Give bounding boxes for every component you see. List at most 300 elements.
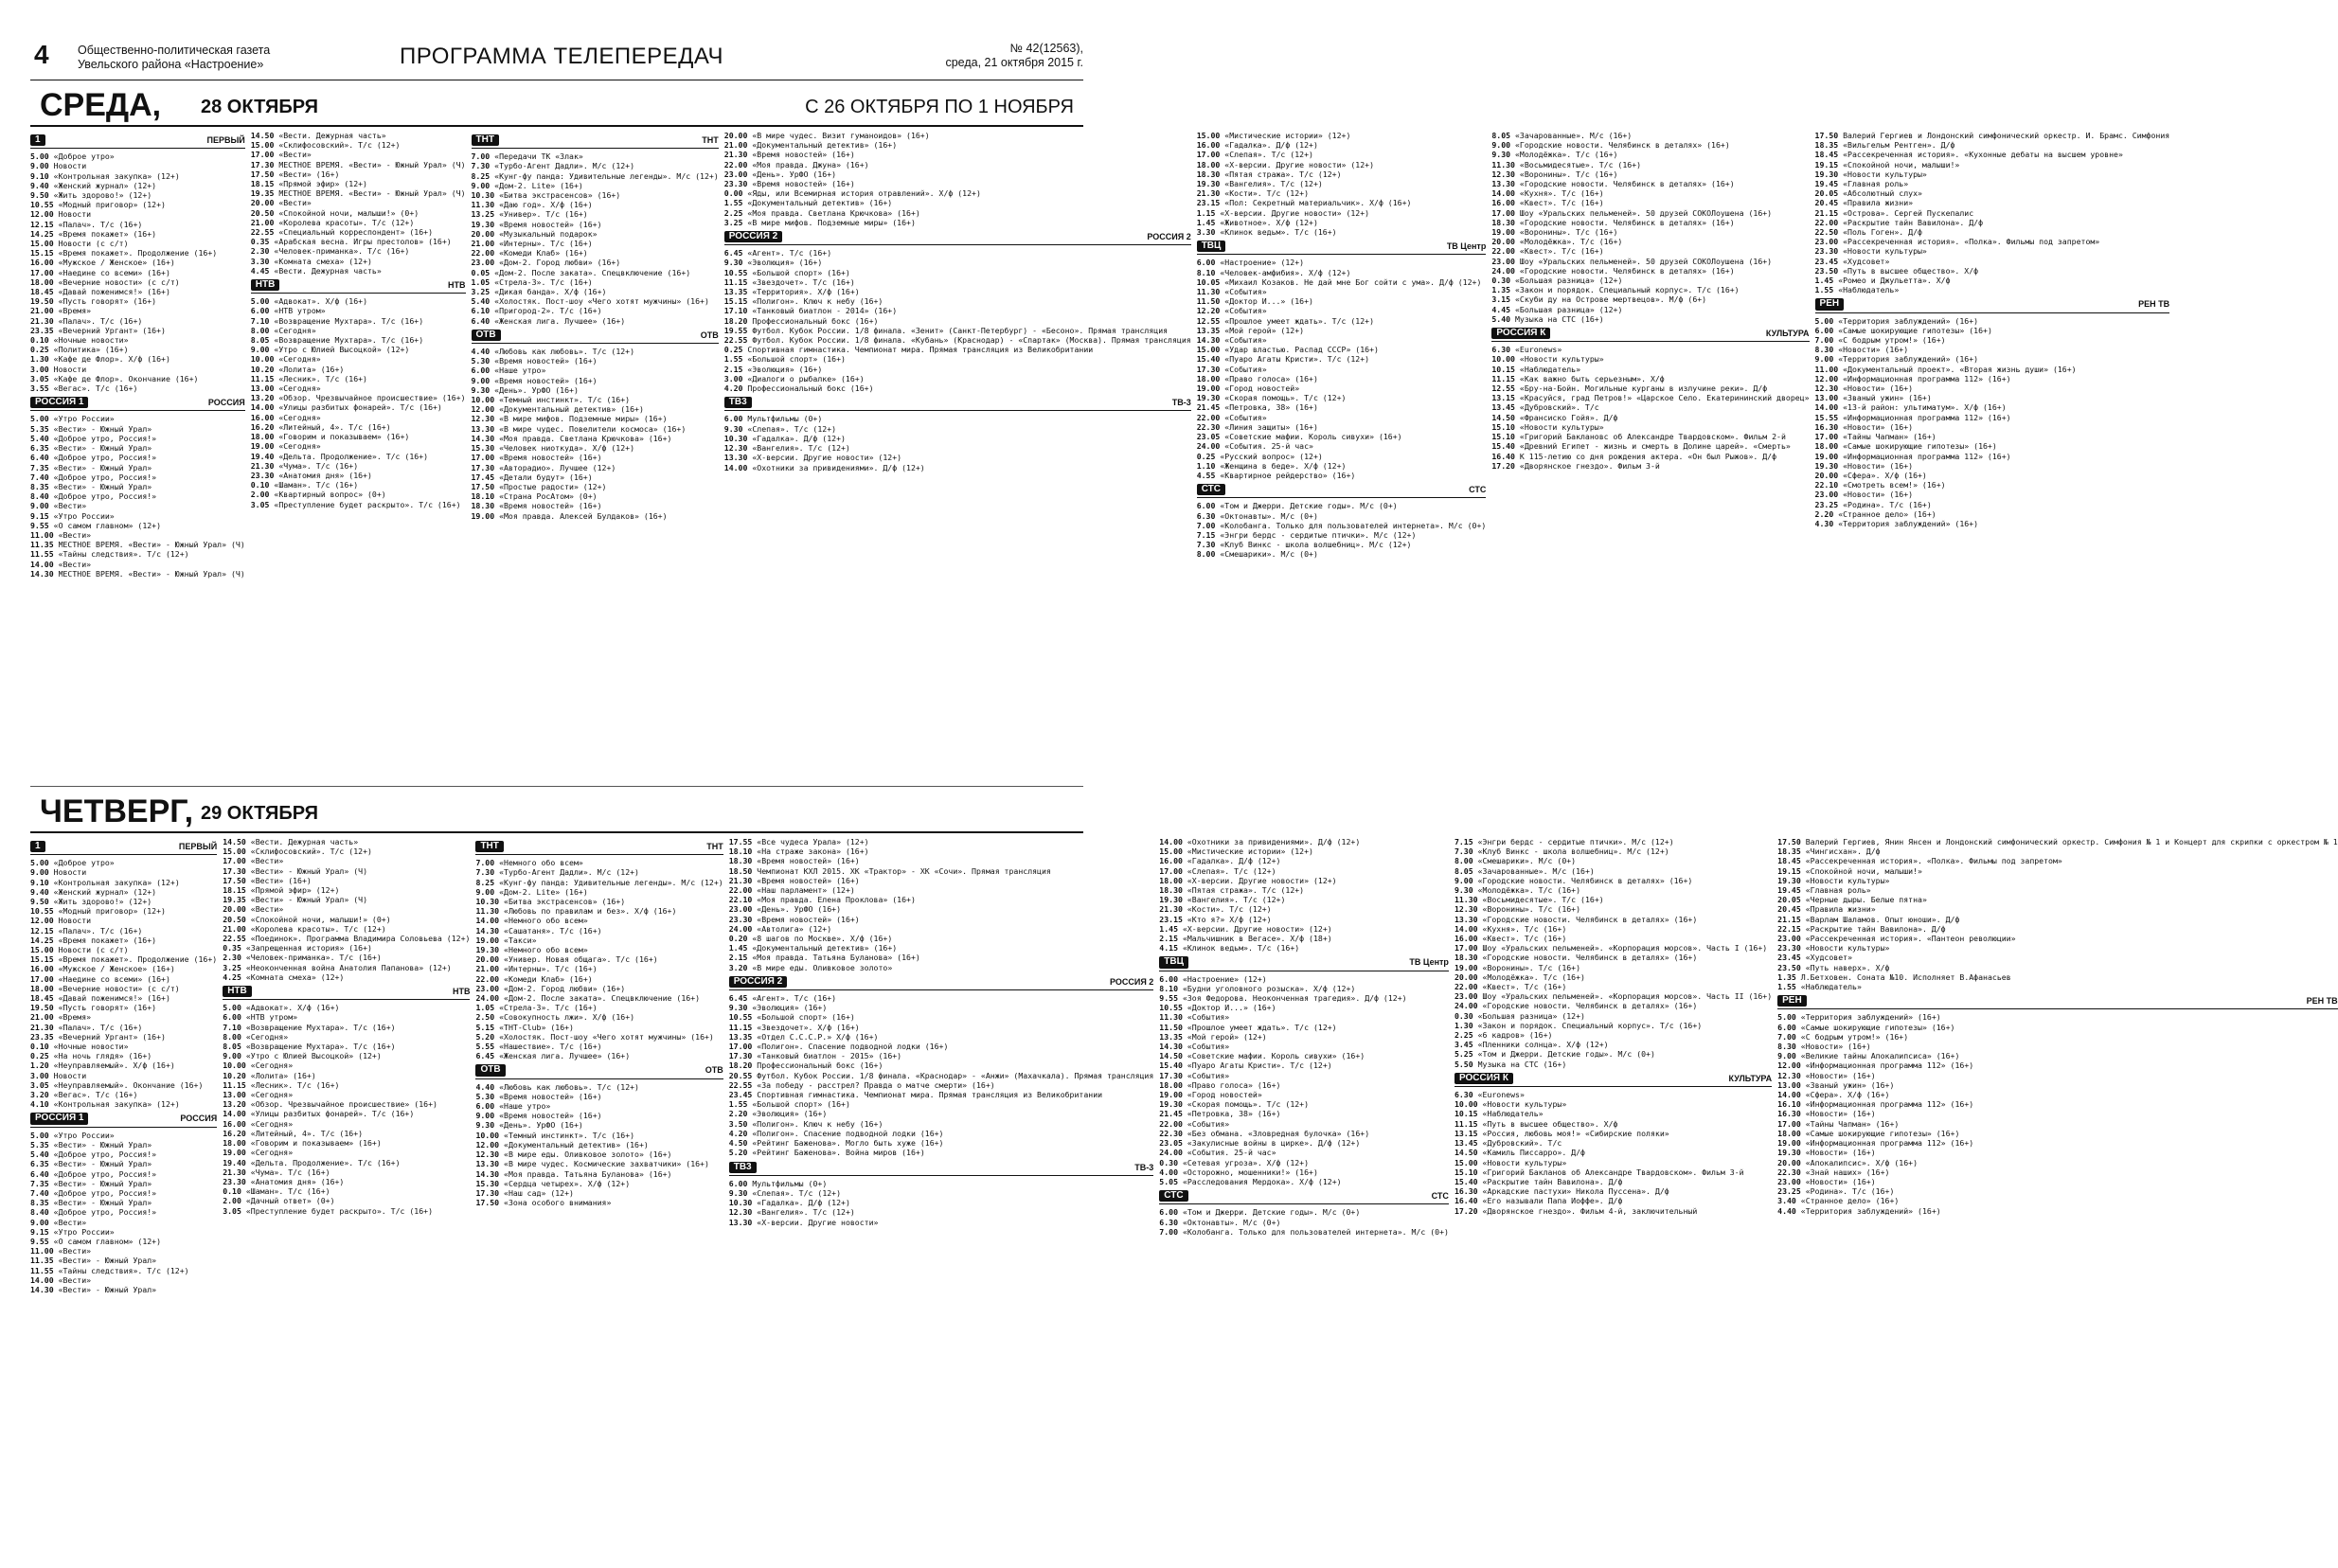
program-entry: [729, 1207, 1154, 1217]
program-title: «Как важно быть серьезным». Х/ф: [1519, 373, 1665, 383]
program-title: «Утро России»: [53, 414, 115, 424]
program-title: «Палач». Т/с (16+): [58, 925, 143, 935]
program-time: 9.30: [1454, 885, 1478, 896]
program-time: 3.20: [728, 962, 753, 972]
program-title: Футбол. Кубок России. 1/8 финала. «Краснодар» - «Анжи» (Махачкала). Прямая трансляция: [757, 1070, 1154, 1080]
program-title: «Человек-амфибия». Х/ф (12+): [1220, 267, 1351, 277]
program-title: «В мире еды. Оливковое золото»: [752, 962, 893, 972]
program-time: 1.35: [1491, 285, 1515, 295]
program-time: 3.00: [30, 364, 54, 374]
program-title: «Удар властью. Распад СССР» (16+): [1224, 345, 1379, 355]
program-time: 12.00: [1777, 1060, 1806, 1071]
channel-header: [724, 397, 1191, 411]
day-name: ЧЕТВЕРГ,: [40, 793, 194, 829]
program-entry: [729, 993, 1154, 1003]
program-title: «События»: [1224, 412, 1267, 422]
program-entry: [472, 161, 719, 170]
program-entry: [1455, 1011, 1772, 1021]
program-time: 8.30: [1777, 1042, 1801, 1052]
program-time: 9.00: [471, 375, 495, 385]
program-title: «Автолига» (12+): [757, 923, 832, 934]
program-entry: [1197, 268, 1487, 277]
program-title: «Кости». Т/с (12+): [1224, 188, 1310, 199]
program-entry: [251, 306, 466, 315]
program-title: «Прошлое умеет ждать». Т/с (12+): [1224, 315, 1375, 326]
program-time: 11.15: [1454, 1118, 1483, 1129]
program-entry: [724, 140, 1191, 150]
channel-logo-icon: ТВЦ: [1159, 956, 1188, 968]
program-title: «Информационная программа 112» (16+): [1805, 1138, 1974, 1149]
program-title: «С бодрым утром!» (16+): [1800, 1031, 1909, 1042]
program-title: «Варлам Шаламов. Опыт юноши». Д/ф: [1805, 914, 1960, 924]
program-entry: [223, 915, 470, 924]
program-time: 13.45: [1491, 402, 1520, 413]
program-time: 2.50: [475, 1012, 500, 1023]
channel-header: [30, 841, 217, 855]
program-title: «Чума». Т/с (16+): [250, 1167, 330, 1177]
program-entry: [30, 1256, 217, 1265]
program-time: 6.00: [1196, 258, 1221, 268]
program-time: 22.00: [1159, 1118, 1187, 1129]
program-title: «Наблюдатель»: [1838, 285, 1900, 295]
program-entry: [30, 424, 245, 434]
program-time: 16.00: [1159, 856, 1187, 866]
channel-name: ОТВ: [700, 330, 719, 340]
channel-name: КУЛЬТУРА: [1728, 1073, 1773, 1083]
program-time: 7.00: [1159, 1226, 1183, 1237]
program-title: «Неуправляемый». Х/ф (16+): [53, 1060, 175, 1071]
program-entry: [251, 383, 466, 393]
program-time: 21.45: [1159, 1109, 1187, 1119]
program-title: «Адвокат». Х/ф (16+): [274, 296, 367, 307]
program-time: 8.00: [1454, 856, 1478, 866]
program-entry: [1197, 413, 1487, 422]
program-title: «Битва экстрасенсов» (16+): [499, 190, 621, 201]
program-time: 11.35: [30, 1256, 59, 1266]
program-time: 14.30: [471, 433, 500, 443]
program-entry: [724, 434, 1191, 443]
program-title: «Человек-приманка». Т/с (16+): [245, 953, 382, 963]
program-title: Чемпионат КХЛ 2015. ХК «Трактор» - ХК «Сочи». Прямая трансляция: [757, 865, 1051, 876]
program-time: 9.00: [30, 867, 54, 878]
program-time: 11.00: [30, 529, 59, 540]
program-entry: [729, 943, 1154, 953]
program-title: «Раскрытие тайн Вавилона». Д/ф: [1482, 1176, 1623, 1186]
program-entry: [724, 248, 1191, 258]
program-time: 14.50: [250, 131, 279, 140]
program-entry: [1455, 943, 1772, 953]
program-title: «Главная роль»: [1843, 179, 1909, 189]
program-title: «Молодёжка». Т/с (16+): [1482, 971, 1585, 982]
program-entry: [1777, 846, 2338, 856]
program-title: «Территория заблуждений» (16+): [1838, 518, 1979, 528]
channel-header: [30, 134, 245, 149]
program-title: «Новости культуры»: [1843, 169, 1927, 179]
program-entry: [1815, 198, 2170, 207]
program-title: «Право голоса» (16+): [1224, 373, 1318, 383]
program-title: «Слепая». Т/с (12+): [1187, 865, 1276, 876]
program-time: 6.10: [471, 306, 495, 316]
program-title: «Квест». Т/с (16+): [1519, 198, 1604, 208]
program-time: 11.15: [723, 276, 753, 287]
program-time: 23.25: [1777, 1186, 1806, 1197]
program-entry: [251, 150, 466, 159]
channel-logo-icon: РОССИЯ 2: [729, 976, 787, 988]
program-entry: [30, 239, 245, 248]
program-title: «Новости культуры»: [1805, 943, 1890, 953]
program-title: «Сегодня»: [250, 1118, 294, 1129]
program-entry: [1491, 227, 1809, 237]
program-entry: [729, 1051, 1154, 1060]
program-entry: [475, 1051, 723, 1060]
program-entry: [1491, 374, 1809, 383]
program-entry: [223, 837, 470, 846]
program-entry: [251, 432, 466, 441]
program-title: «Контрольная закупка» (12+): [53, 170, 180, 181]
program-title: «Документальный проект». «Вторая жизнь души» (16+): [1843, 364, 2077, 374]
program-entry: [729, 1060, 1154, 1070]
program-time: 17.50: [471, 481, 500, 491]
program-title: «Город новостей»: [1224, 383, 1300, 394]
program-entry: [30, 1285, 217, 1294]
program-title: «Вангелия». Т/с (12+): [757, 1207, 855, 1218]
program-entry: [223, 1090, 470, 1099]
program-title: «В мире чудес. Повелители космоса» (16+): [499, 423, 687, 434]
program-time: 23.35: [30, 1031, 59, 1042]
program-entry: [472, 171, 719, 181]
program-entry: [1491, 452, 1809, 461]
program-entry: [1815, 383, 2170, 393]
program-time: 17.00: [30, 973, 59, 984]
program-title: «Вангелия». Т/с (12+): [752, 443, 850, 454]
program-entry: [475, 916, 723, 925]
channel-logo-icon: РОССИЯ К: [1455, 1073, 1513, 1084]
program-entry: [1491, 294, 1809, 304]
program-entry: [1777, 924, 2338, 934]
program-time: 16.30: [1777, 1109, 1806, 1119]
program-title: «Рассекреченная история». «Кухонные дебаты на высшем уровне»: [1843, 150, 2123, 160]
program-entry: [475, 858, 723, 867]
program-time: 17.45: [471, 472, 500, 482]
channel-header: [472, 134, 719, 149]
program-entry: [475, 887, 723, 897]
program-entry: [729, 1080, 1154, 1090]
program-title: «Путь в высшее общество». Х/ф: [1482, 1118, 1618, 1129]
program-entry: [1491, 150, 1809, 159]
program-title: «Дворянское гнездо». Фильм 3-й: [1519, 460, 1660, 471]
program-entry: [724, 218, 1191, 227]
program-title: «Городские новости. Челябинск в деталях» (16+): [1482, 953, 1698, 963]
program-entry: [472, 414, 719, 423]
program-entry: [223, 1167, 470, 1177]
program-entry: [30, 220, 245, 229]
program-entry: [1159, 924, 1449, 934]
program-time: 21.00: [723, 140, 753, 151]
program-entry: [223, 963, 470, 972]
program-entry: [30, 906, 217, 916]
program-time: 15.00: [1159, 846, 1187, 857]
program-title: «Дом-2. Lite» (16+): [499, 886, 588, 897]
program-time: 5.00: [1814, 315, 1839, 326]
program-time: 20.05: [1777, 895, 1806, 905]
program-time: 18.00: [1159, 875, 1187, 885]
program-title: «Немного обо всем»: [504, 916, 588, 926]
program-entry: [475, 954, 723, 964]
program-time: 5.30: [475, 1091, 500, 1101]
program-entry: [30, 1227, 217, 1237]
program-title: «Возвращение Мухтара». Т/с (16+): [274, 335, 424, 346]
program-title: «Давай поженимся!» (16+): [58, 993, 170, 1004]
program-entry: [1159, 1218, 1449, 1227]
program-entry: [729, 953, 1154, 962]
program-time: 10.00: [250, 354, 279, 365]
program-entry: [729, 1003, 1154, 1012]
program-title: «Городские новости. Челябинск в деталях» (16+): [1482, 1001, 1698, 1011]
program-title: МЕСТНОЕ ВРЕМЯ. «Вести» - Южный Урал» (Ч): [58, 540, 245, 550]
program-time: 17.30: [250, 159, 279, 169]
program-time: 20.55: [728, 1070, 758, 1080]
program-time: 13.35: [1196, 325, 1225, 335]
program-time: 11.15: [1491, 373, 1520, 383]
program-entry: [1777, 1148, 2338, 1157]
program-entry: [1455, 1109, 1772, 1118]
program-time: 22.00: [1814, 217, 1844, 227]
program-time: 9.00: [475, 1111, 500, 1121]
program-entry: [1815, 461, 2170, 471]
program-entry: [1197, 277, 1487, 287]
program-entry: [475, 1092, 723, 1101]
program-title: «Том и Джерри. Детские годы». М/с (0+): [1182, 1207, 1361, 1218]
program-entry: [30, 434, 245, 443]
program-title: «Совокупность лжи». Х/ф (16+): [499, 1012, 635, 1023]
program-entry: [724, 287, 1191, 296]
program-title: «Большой спорт» (16+): [747, 354, 846, 365]
program-title: «Улицы разбитых фонарей». Т/с (16+): [250, 1109, 415, 1119]
program-entry: [223, 1138, 470, 1148]
program-entry: [30, 1149, 217, 1159]
program-time: 21.00: [250, 217, 279, 227]
program-entry: [1159, 1023, 1449, 1032]
program-time: 24.00: [1491, 265, 1520, 276]
program-time: 7.30: [471, 161, 495, 171]
program-time: 13.15: [1491, 393, 1520, 403]
program-time: 5.20: [728, 1148, 753, 1158]
program-title: «THT-Club» (16+): [499, 1022, 574, 1032]
program-entry: [1455, 934, 1772, 943]
program-time: 17.30: [471, 462, 500, 472]
program-entry: [724, 160, 1191, 169]
program-entry: [1159, 1090, 1449, 1099]
program-entry: [30, 190, 245, 200]
program-title: Мультфильмы (0+): [752, 1178, 828, 1188]
program-title: «Турбо-Агент Дадли». М/с (12+): [494, 161, 635, 171]
program-entry: [30, 1169, 217, 1179]
program-entry: [1197, 432, 1487, 441]
channel-logo-icon: РОССИЯ К: [1491, 328, 1550, 339]
program-title: «Лолита» (16+): [278, 364, 345, 374]
program-time: 17.00: [250, 150, 279, 160]
program-title: «Наше утро»: [499, 1101, 551, 1112]
program-title: «Сфера». Х/ф (16+): [1805, 1090, 1890, 1100]
program-title: «Сегодня»: [250, 1060, 294, 1071]
program-entry: [251, 365, 466, 374]
program-time: 18.30: [728, 856, 758, 866]
program-entry: [223, 1012, 470, 1022]
program-time: 15.00: [1454, 1157, 1483, 1167]
program-title: «Время новостей» (16+): [752, 150, 855, 160]
program-time: 9.00: [223, 1051, 246, 1061]
program-entry: [223, 904, 470, 914]
program-title: «Модный приговор» (12+): [58, 906, 166, 917]
program-time: 11.15: [223, 1079, 251, 1090]
program-entry: [475, 1140, 723, 1149]
program-entry: [1197, 208, 1487, 218]
program-entry: [1159, 1032, 1449, 1042]
program-time: 23.00: [723, 169, 753, 179]
program-time: 1.35: [1777, 971, 1801, 982]
program-time: 18.35: [1814, 140, 1844, 151]
program-title: «Новости культуры»: [1519, 354, 1604, 365]
program-time: 10.00: [1454, 1099, 1483, 1110]
program-entry: [724, 354, 1191, 364]
program-time: 7.30: [475, 867, 500, 878]
program-entry: [1815, 432, 2170, 441]
program-entry: [1777, 1080, 2338, 1090]
program-entry: [1491, 422, 1809, 432]
program-time: 15.00: [250, 140, 279, 151]
program-time: 4.15: [1159, 943, 1183, 953]
program-title: «Восьмидесятые». Т/с (16+): [1482, 895, 1604, 905]
program-entry: [223, 1032, 470, 1042]
program-entry: [30, 897, 217, 906]
day-date: 28 ОКТЯБРЯ: [201, 97, 318, 117]
program-time: 1.15: [1196, 207, 1221, 218]
program-time: 9.00: [1814, 354, 1839, 365]
program-time: 2.15: [1159, 934, 1183, 944]
program-title: «Путь наверх». Х/ф: [1805, 962, 1890, 972]
program-time: 21.30: [250, 460, 279, 471]
program-title: «Дворянское гнездо». Фильм 4-й, заключительный: [1482, 1205, 1698, 1216]
program-entry: [1815, 393, 2170, 402]
program-title: «Линия защиты» (16+): [1224, 421, 1318, 432]
program-title: «Сашатаня». Т/с (16+): [504, 925, 602, 935]
program-entry: [472, 306, 719, 315]
channel-logo-icon: ТВ3: [724, 397, 752, 408]
program-title: «Литейный, 4». Т/с (16+): [250, 1128, 364, 1138]
program-entry: [1197, 540, 1487, 549]
program-time: 19.00: [1196, 383, 1225, 394]
program-time: 12.30: [1814, 383, 1844, 394]
program-title: «Слепая». Т/с (12+): [747, 423, 837, 434]
program-time: 18.00: [1196, 373, 1225, 383]
program-time: 15.00: [30, 239, 59, 249]
program-entry: [1815, 188, 2170, 198]
program-time: 20.05: [1814, 188, 1844, 199]
program-time: 6.40: [30, 453, 54, 463]
program-title: «Моя правда. Татьяна Буланова» (16+): [752, 953, 920, 963]
channel-logo-icon: 1: [30, 841, 45, 852]
program-time: 4.30: [1814, 518, 1839, 528]
schedule-column: [1159, 837, 1449, 1557]
program-time: 16.00: [250, 412, 279, 422]
program-time: 0.10: [30, 1042, 54, 1052]
program-title: «Специальный корреспондент» (16+): [278, 227, 433, 238]
program-title: «Человек ниоткуда». Х/ф (12+): [499, 443, 635, 454]
program-time: 16.20: [250, 421, 279, 432]
program-title: «Большой спорт» (16+): [752, 267, 850, 277]
program-entry: [1777, 1167, 2338, 1177]
program-entry: [1197, 335, 1487, 345]
program-time: 12.30: [1777, 1070, 1806, 1080]
program-time: 20.50: [250, 207, 279, 218]
program-title: «Преступление будет раскрыто». Т/с (16+): [245, 1205, 434, 1216]
program-time: 1.30: [30, 354, 54, 365]
program-time: 5.05: [1159, 1176, 1183, 1186]
program-title: «Адвокат». Х/ф (16+): [245, 1003, 340, 1013]
channel-header: [1159, 1190, 1449, 1204]
program-title: «Вести»: [58, 1246, 92, 1256]
program-time: 8.35: [30, 481, 54, 491]
program-entry: [1815, 480, 2170, 490]
program-time: 14.50: [223, 837, 251, 846]
program-title: «Лолита» (16+): [250, 1070, 316, 1080]
program-time: 8.40: [30, 1207, 54, 1218]
program-title: «Новости» (16+): [1843, 383, 1914, 394]
program-time: 11.30: [471, 200, 500, 210]
program-entry: [1815, 441, 2170, 451]
program-time: 23.00: [1491, 256, 1520, 266]
program-entry: [30, 258, 245, 267]
program-time: 20.00: [1491, 237, 1520, 247]
program-time: 7.40: [30, 1187, 54, 1198]
program-entry: [1491, 432, 1809, 441]
program-time: 0.35: [250, 237, 275, 247]
program-entry: [472, 385, 719, 395]
program-title: Музыка на СТС (16+): [1515, 313, 1604, 324]
program-title: «Интерны». Т/с (16+): [499, 239, 593, 249]
program-title: «Воронины». Т/с (16+): [1482, 962, 1581, 972]
program-time: 22.00: [475, 973, 505, 984]
program-entry: [1777, 837, 2338, 846]
program-entry: [30, 326, 245, 335]
program-entry: [1815, 365, 2170, 374]
program-title: «Доброе утро, Россия!»: [53, 472, 157, 482]
program-entry: [1159, 846, 1449, 856]
program-title: «Сетевая угроза». Х/ф (12+): [1182, 1157, 1310, 1167]
program-entry: [223, 1060, 470, 1070]
program-entry: [251, 257, 466, 266]
program-entry: [1455, 1129, 1772, 1138]
program-title: «Рассекреченная история». «Полка». Фильмы под запретом»: [1843, 237, 2100, 247]
program-time: 4.20: [723, 383, 748, 394]
program-entry: [30, 268, 245, 277]
program-entry: [30, 858, 217, 867]
program-entry: [1491, 131, 1809, 140]
schedule-column: [1815, 131, 2170, 778]
program-title: «Утро России»: [53, 1130, 115, 1140]
program-time: 19.40: [223, 1157, 251, 1167]
channel-header: [475, 841, 723, 855]
program-time: 23.30: [723, 179, 753, 189]
program-title: «Без обмана. «Зловредная булочка» (16+): [1187, 1128, 1370, 1138]
program-time: 17.20: [1491, 460, 1520, 471]
program-time: 20.00: [1777, 1157, 1806, 1167]
program-time: 19.00: [1814, 451, 1844, 461]
program-time: 5.40: [471, 296, 495, 307]
channel-header: [472, 330, 719, 344]
program-entry: [1159, 1119, 1449, 1129]
program-title: «Городские новости. Челябинск в деталях» (16+): [1477, 875, 1693, 885]
